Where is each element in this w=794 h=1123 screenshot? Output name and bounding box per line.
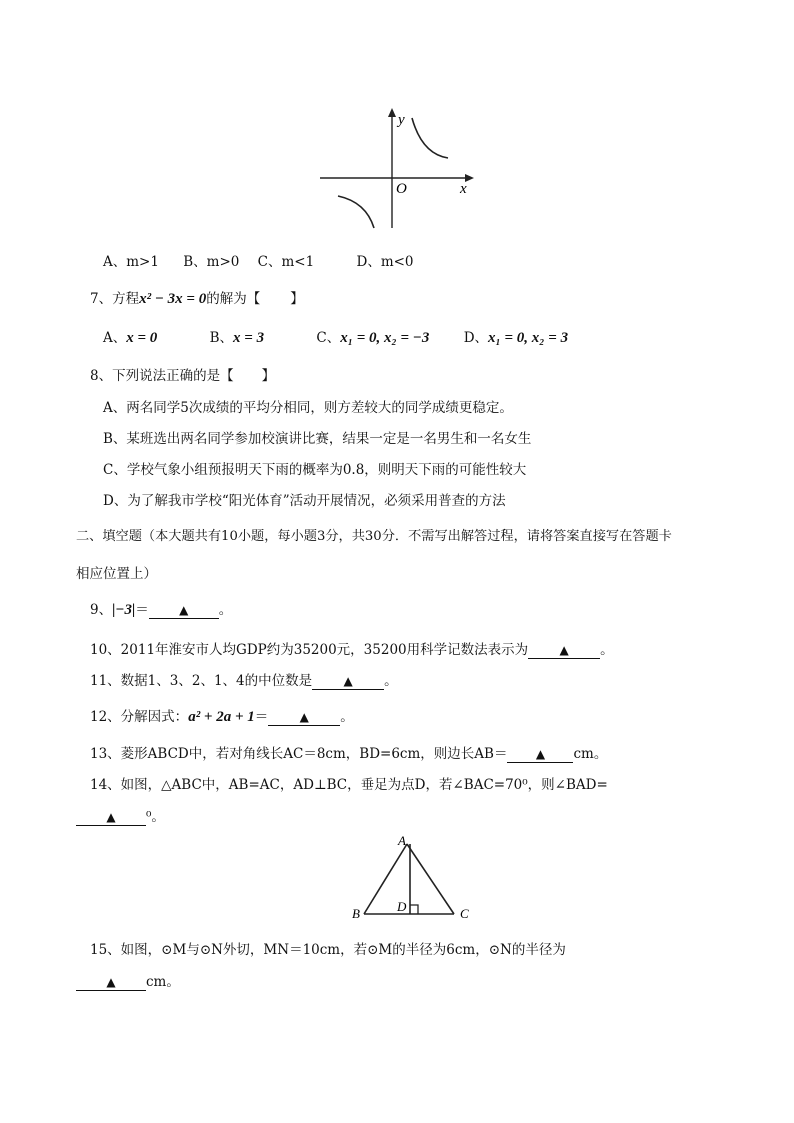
q14-answer-blank[interactable]: ▲ [76, 810, 146, 826]
q6-option-a: A、m>1 [103, 254, 159, 270]
side-ac [407, 844, 454, 914]
right-angle-mark [410, 905, 418, 914]
q6-option-d: D、m<0 [356, 254, 414, 270]
section-2-heading-line-2: 相应位置上） [76, 566, 157, 582]
q13-answer-blank[interactable]: ▲ [507, 747, 573, 763]
triangle-figure [350, 834, 480, 924]
q8-option-c: C、学校气象小组预报明天下雨的概率为0.8，则明天下雨的可能性较大 [103, 462, 527, 478]
question-11: 11、数据1、3、2、1、4的中位数是 ▲ 。 [90, 673, 398, 689]
question-10: 10、2011年淮安市人均GDP约为35200元，35200用科学记数法表示为 ▲ 。 [90, 642, 614, 658]
q8-option-b: B、某班选出两名同学参加校演讲比赛，结果一定是一名男生和一名女生 [103, 431, 532, 447]
q9-answer-blank[interactable]: ▲ [149, 603, 219, 619]
point-d-label: D [397, 899, 407, 914]
question-8 [90, 364, 275, 384]
question-14-line-1: 14、如图，△ABC中，AB=AC，AD⊥BC，垂足为点D，若∠BAC=70⁰，则∠BAD= [90, 777, 608, 793]
vertex-a-label: A [398, 834, 406, 848]
q12-answer-blank[interactable]: ▲ [268, 710, 340, 726]
question-13: 13、菱形ABCD中，若对角线长AC＝8cm，BD=6cm，则边长AB＝ ▲ cm。 [90, 746, 608, 762]
q11-answer-blank[interactable]: ▲ [312, 674, 384, 690]
q8-close: 】 [261, 368, 276, 384]
origin-label: O [396, 181, 407, 197]
question-15-line-2: ▲ cm。 [76, 970, 180, 991]
vertex-c-label: C [460, 906, 469, 921]
q6-options [103, 250, 414, 270]
question-9: 9、|−3|＝ ▲ 。 [90, 602, 233, 618]
q8-stem: 8、下列说法正确的是【 [90, 368, 234, 384]
hyperbola-graph [318, 104, 480, 232]
q7-options [103, 326, 568, 347]
q8-option-a: A、两名同学5次成绩的平均分相同，则方差较大的同学成绩更稳定。 [103, 400, 513, 416]
q12-expression: a² + 2a + 1 [188, 709, 255, 725]
y-axis-arrow [388, 108, 396, 117]
vertex-b-label: B [352, 906, 360, 921]
q9-expression: |−3| [112, 602, 136, 618]
q7-prefix: 7、方程 [90, 291, 140, 307]
x-axis-label: x [460, 181, 467, 197]
q10-answer-blank[interactable]: ▲ [528, 643, 600, 659]
hyperbola-branch-2 [338, 196, 374, 228]
question-14-line-2: ▲ ⁰。 [76, 805, 165, 826]
q7-close: 】 [290, 291, 304, 307]
q15-answer-blank[interactable]: ▲ [76, 975, 146, 991]
question-15-line-1: 15、如图，⊙M与⊙N外切，MN＝10cm，若⊙M的半径为6cm，⊙N的半径为 [90, 942, 566, 958]
question-7 [90, 287, 304, 308]
q7-option-a: A、x = 0 [103, 330, 158, 346]
q7-option-b: B、x = 3 [209, 330, 265, 346]
q7-equation: x² − 3x = 0 [139, 291, 207, 307]
section-2-heading-line-1: 二、填空题（本大题共有10小题，每小题3分，共30分．不需写出解答过程，请将答案直接写在答题卡 [76, 529, 672, 544]
hyperbola-branch-1 [412, 118, 448, 158]
q7-suffix: 的解为【 [206, 291, 261, 307]
q8-option-d: D、为了解我市学校“阳光体育”活动开展情况，必须采用普查的方法 [103, 493, 506, 509]
q6-option-c: C、m<1 [257, 254, 315, 270]
q7-option-d: D、x₁ = 0, x₂ = 3 [463, 330, 569, 346]
y-axis-label: y [398, 112, 405, 128]
q6-option-b: B、m>0 [183, 254, 240, 270]
q7-option-c: C、x₁ = 0, x₂ = −3 [316, 330, 430, 346]
question-12: 12、分解因式：a² + 2a + 1＝ ▲ 。 [90, 709, 354, 725]
